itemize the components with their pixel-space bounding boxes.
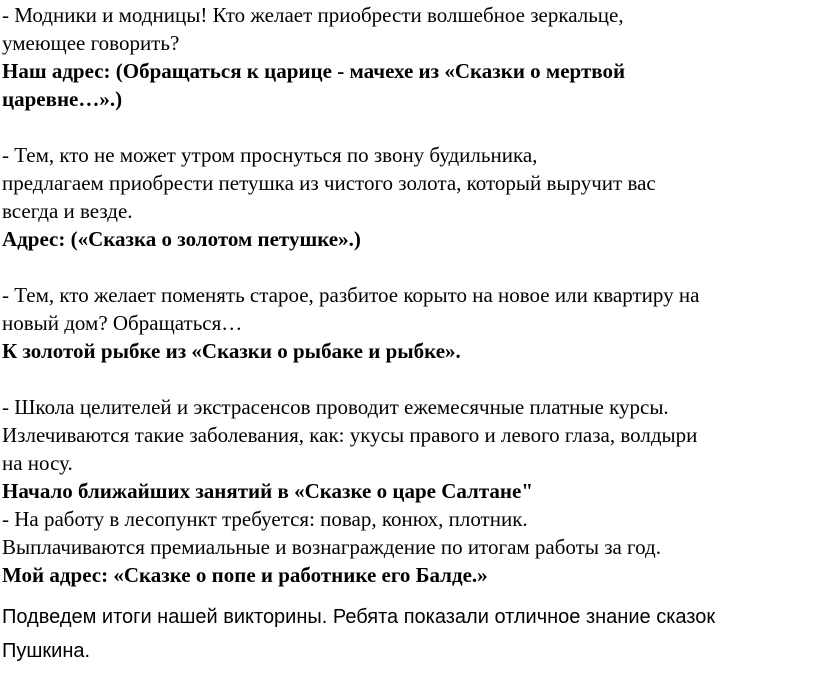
closing-paragraph [2, 600, 814, 668]
document-body [2, 1, 814, 589]
riddle-paragraph-1 [2, 1, 814, 113]
blank-line [2, 365, 814, 393]
riddle-answer-line: Адрес: («Сказка о золотом петушке».) [2, 227, 361, 251]
riddle-paragraph-2 [2, 141, 814, 253]
riddle-answer-line: Мой адрес: «Сказке о попе и работнике его Балде.» [2, 563, 488, 587]
riddle-text-line: новый дом? Обращаться… [2, 311, 243, 335]
riddle-answer-line: Наш адрес: (Обращаться к царице - мачехе из «Сказки о мертвой [2, 59, 626, 83]
riddle-text-line: на носу. [2, 451, 73, 475]
riddle-text-line: - Тем, кто желает поменять старое, разбитое корыто на новое или квартиру на [2, 283, 700, 307]
riddle-text-line: предлагаем приобрести петушка из чистого золота, который выручит вас [2, 171, 656, 195]
riddle-text-line: - Тем, кто не может утром проснуться по звону будильника, [2, 143, 538, 167]
riddle-answer-line: К золотой рыбке из «Сказки о рыбаке и рыбке». [2, 339, 461, 363]
riddle-paragraph-5 [2, 505, 814, 589]
closing-text-line: Пушкина. [2, 640, 91, 662]
riddle-answer-line: царевне…».) [2, 87, 123, 111]
riddle-text-line: Выплачиваются премиальные и вознаграждение по итогам работы за год. [2, 535, 661, 559]
riddle-answer-line: Начало ближайших занятий в «Сказке о царе Салтане" [2, 479, 533, 503]
riddle-text-line: Излечиваются такие заболевания, как: укусы правого и левого глаза, волдыри [2, 423, 698, 447]
riddle-text-line: - Модники и модницы! Кто желает приобрести волшебное зеркальце, [2, 3, 624, 27]
riddle-text-line: всегда и везде. [2, 199, 133, 223]
riddle-text-line: - На работу в лесопункт требуется: повар, конюх, плотник. [2, 507, 528, 531]
riddle-paragraph-4 [2, 393, 814, 505]
riddle-text-line: умеющее говорить? [2, 31, 180, 55]
blank-line [2, 113, 814, 141]
riddle-text-line: - Школа целителей и экстрасенсов проводит ежемесячные платные курсы. [2, 395, 669, 419]
closing-text-line: Подведем итоги нашей викторины. Ребята показали отличное знание сказок [2, 606, 716, 628]
blank-line [2, 253, 814, 281]
riddle-paragraph-3 [2, 281, 814, 365]
